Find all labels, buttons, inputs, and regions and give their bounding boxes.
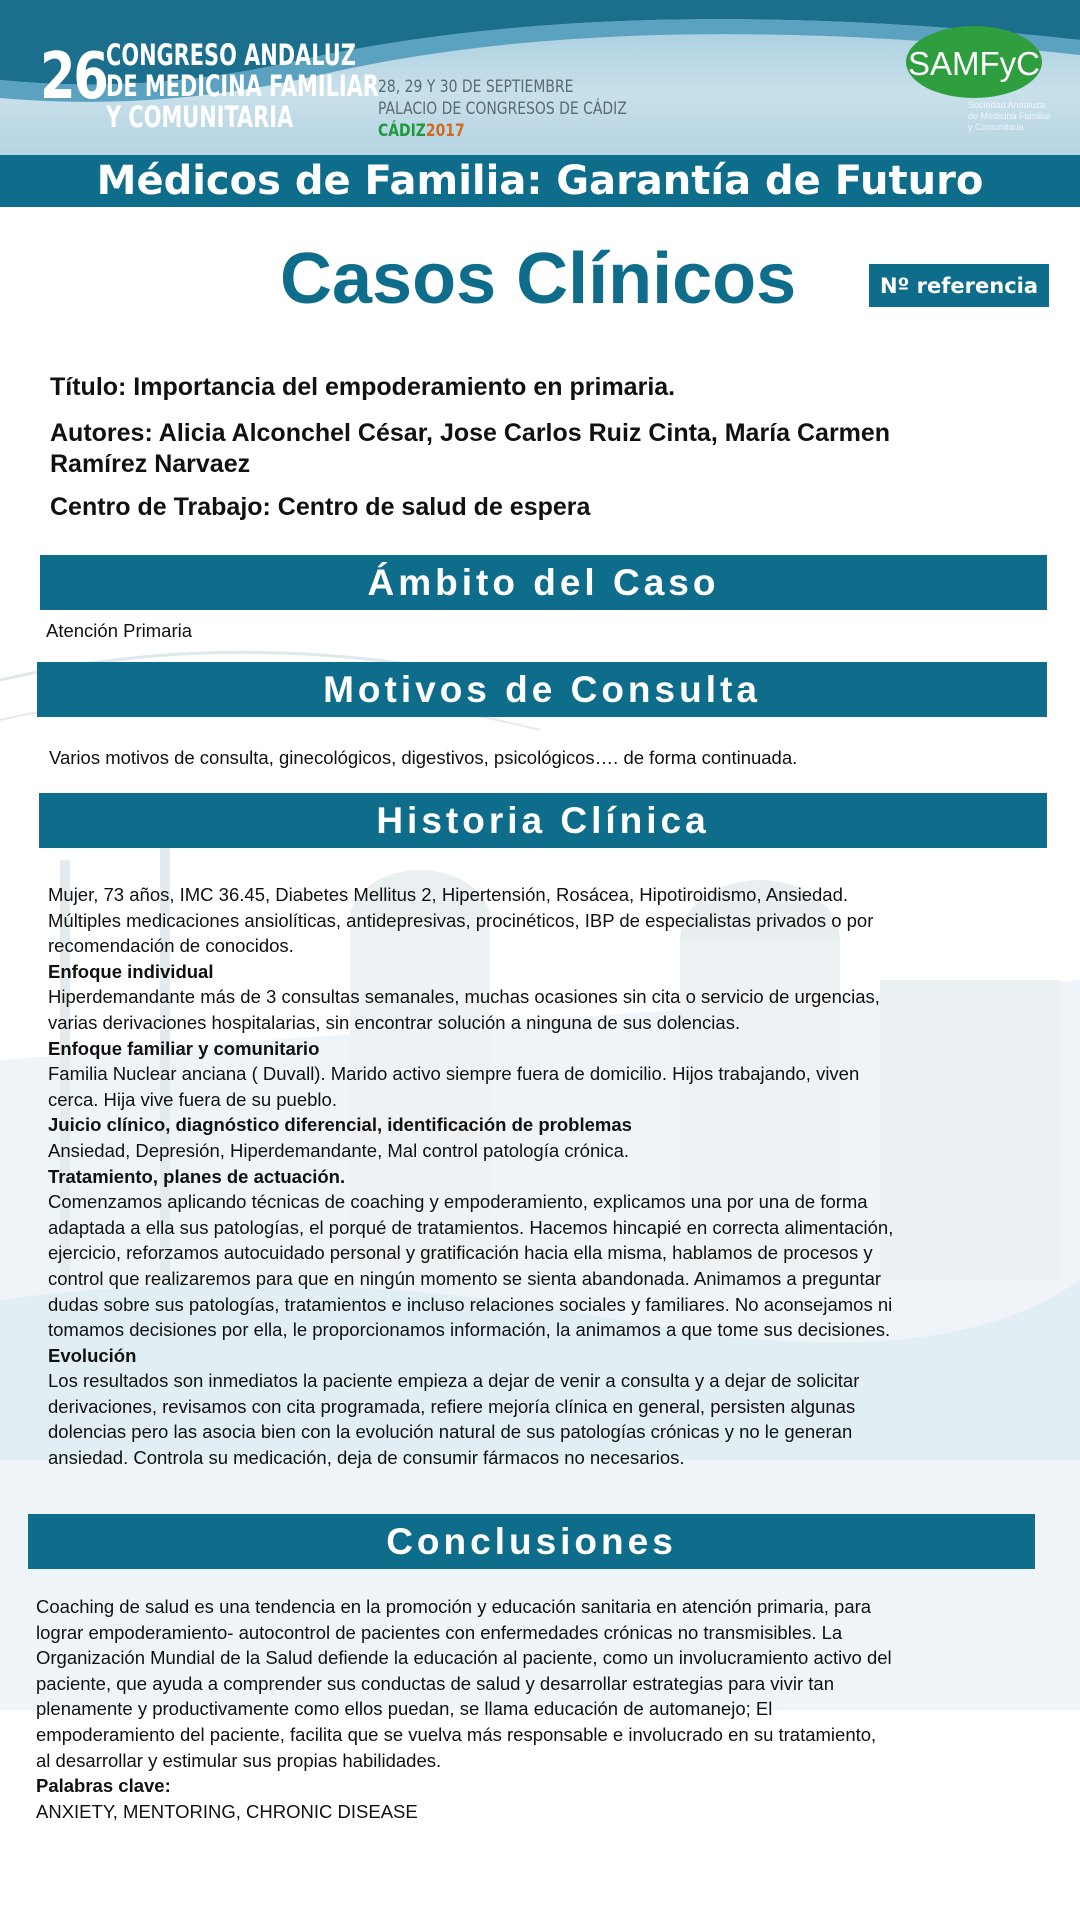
conclusiones-line: Organización Mundial de la Salud defiende la educación al paciente, como un involucramiento activo del xyxy=(36,1647,892,1669)
conclusiones-line: Coaching de salud es una tendencia en la promoción y educación sanitaria en atención primaria, para xyxy=(36,1596,872,1617)
keywords-list: ANXIETY, MENTORING, CHRONIC DISEASE xyxy=(36,1800,418,1822)
historia-subheading: Tratamiento, planes de actuación. xyxy=(48,1165,346,1187)
section-heading-motivos: Motivos de Consulta xyxy=(37,662,1047,717)
conclusiones-line: paciente, que ayuda a comprender sus conductas de salud y desarrollar estrategias para vivir tan xyxy=(36,1672,835,1694)
congress-number: 26 xyxy=(40,40,107,114)
historia-line: derivaciones, revisamos con cita programada, refiere mejoría clínica en general, persisten algunas xyxy=(48,1395,856,1417)
historia-line: dudas sobre sus patologías, tratamientos e incluso relaciones sociales y familiares. No aconsejamos ni xyxy=(48,1293,893,1315)
samfyc-logo-subtitle: Sociedad Andaluza de Medicina Familiar y Comunitaria xyxy=(968,100,1052,132)
case-authors: Autores: Alicia Alconchel César, Jose Carlos Ruiz Cinta, María Carmen Ramírez Narvaez xyxy=(50,419,891,478)
svg-text:SAMFyC: SAMFyC xyxy=(908,45,1040,82)
historia-body xyxy=(48,882,893,1471)
historia-line: tomamos decisiones por ella, le proporcionamos información, la animamos a que tome sus decisiones. xyxy=(48,1319,891,1341)
congress-dates: 28, 29 Y 30 DE SEPTIEMBRE xyxy=(378,77,574,97)
historia-subheading: Evolución xyxy=(48,1344,137,1366)
historia-line: ejercicio, reforzamos autocuidado personal y gratificación hacia ella misma, hablamos de procesos y xyxy=(48,1242,873,1264)
samfyc-logo xyxy=(904,20,1044,100)
historia-line: dolencias pero las asocia bien con la evolución natural de sus patologías crónicas y no le generan xyxy=(48,1421,853,1443)
historia-line: Mujer, 73 años, IMC 36.45, Diabetes Mellitus 2, Hipertensión, Rosácea, Hipotiroidismo, Ansiedad. xyxy=(48,884,849,905)
case-title: Título: Importancia del empoderamiento en primaria. xyxy=(50,373,676,401)
congress-city-year: CÁDIZ2017 xyxy=(378,121,465,141)
conclusiones-line: empoderamiento del paciente, facilita que se vuelva más responsable e involucrado en su tratamiento, xyxy=(36,1723,877,1745)
historia-line: Ansiedad, Depresión, Hiperdemandante, Mal control patología crónica. xyxy=(48,1139,630,1161)
section-heading-ambito: Ámbito del Caso xyxy=(40,555,1047,610)
conclusiones-line: plenamente y productivamente como ellos puedan, se llama educación de automanejo; El xyxy=(36,1698,773,1720)
section-heading-conclusiones: Conclusiones xyxy=(28,1514,1035,1569)
historia-line: Los resultados son inmediatos la paciente empieza a dejar de venir a consulta y a dejar de solicitar xyxy=(48,1370,860,1392)
congress-header xyxy=(0,0,1080,155)
historia-line: cerca. Hija vive fuera de su pueblo. xyxy=(48,1088,337,1110)
section-heading-historia: Historia Clínica xyxy=(39,793,1047,848)
historia-line: Comenzamos aplicando técnicas de coaching y empoderamiento, explicamos una por una de forma xyxy=(48,1191,868,1213)
historia-line: adaptada a ella sus patologías, el porqué de tratamientos. Hacemos hincapié en correcta alimentación, xyxy=(48,1216,894,1238)
congress-name: CONGRESO ANDALUZ DE MEDICINA FAMILIAR Y COMUNITARIA xyxy=(106,38,379,134)
historia-line: Múltiples medicaciones ansiolíticas, antidepresivas, procinéticos, IBP de especialistas privados o por xyxy=(48,909,874,931)
case-workplace: Centro de Trabajo: Centro de salud de espera xyxy=(50,493,591,521)
congress-dates-venue xyxy=(378,76,627,142)
historia-line: varias derivaciones hospitalarias, sin encontrar solución a ninguna de sus dolencias. xyxy=(48,1011,741,1033)
historia-subheading: Juicio clínico, diagnóstico diferencial, identificación de problemas xyxy=(48,1114,632,1136)
conclusiones-line: lograr empoderamiento- autocontrol de pacientes con enfermedades crónicas no transmisibles. La xyxy=(36,1621,843,1643)
keywords-heading: Palabras clave: xyxy=(36,1775,171,1797)
historia-line: ansiedad. Controla su medicación, deja de consumir fármacos no necesarios. xyxy=(48,1447,685,1469)
slogan-banner xyxy=(0,155,1080,207)
conclusiones-line: al desarrollar y estimular sus propias habilidades. xyxy=(36,1749,442,1771)
ambito-text: Atención Primaria xyxy=(46,620,193,641)
historia-subheading: Enfoque individual xyxy=(48,960,214,982)
historia-line: control que realizaremos para que en ningún momento se sienta abandonada. Animamos a preguntar xyxy=(48,1267,882,1289)
historia-subheading: Enfoque familiar y comunitario xyxy=(48,1037,320,1059)
historia-line: recomendación de conocidos. xyxy=(48,935,294,957)
historia-line: Hiperdemandante más de 3 consultas semanales, muchas ocasiones sin cita o servicio de urgencias, xyxy=(48,986,880,1008)
historia-line: Familia Nuclear anciana ( Duvall). Marido activo siempre fuera de domicilio. Hijos trabajando, viven xyxy=(48,1063,860,1085)
page-title: Casos Clínicos xyxy=(280,239,797,319)
conclusiones-body xyxy=(36,1594,892,1824)
reference-number-button[interactable]: Nº referencia xyxy=(869,264,1049,307)
motivos-text: Varios motivos de consulta, ginecológicos, digestivos, psicológicos…. de forma continuada. xyxy=(49,747,798,768)
slogan-text: Médicos de Familia: Garantía de Futuro xyxy=(96,158,984,204)
congress-venue: PALACIO DE CONGRESOS DE CÁDIZ xyxy=(378,99,627,119)
